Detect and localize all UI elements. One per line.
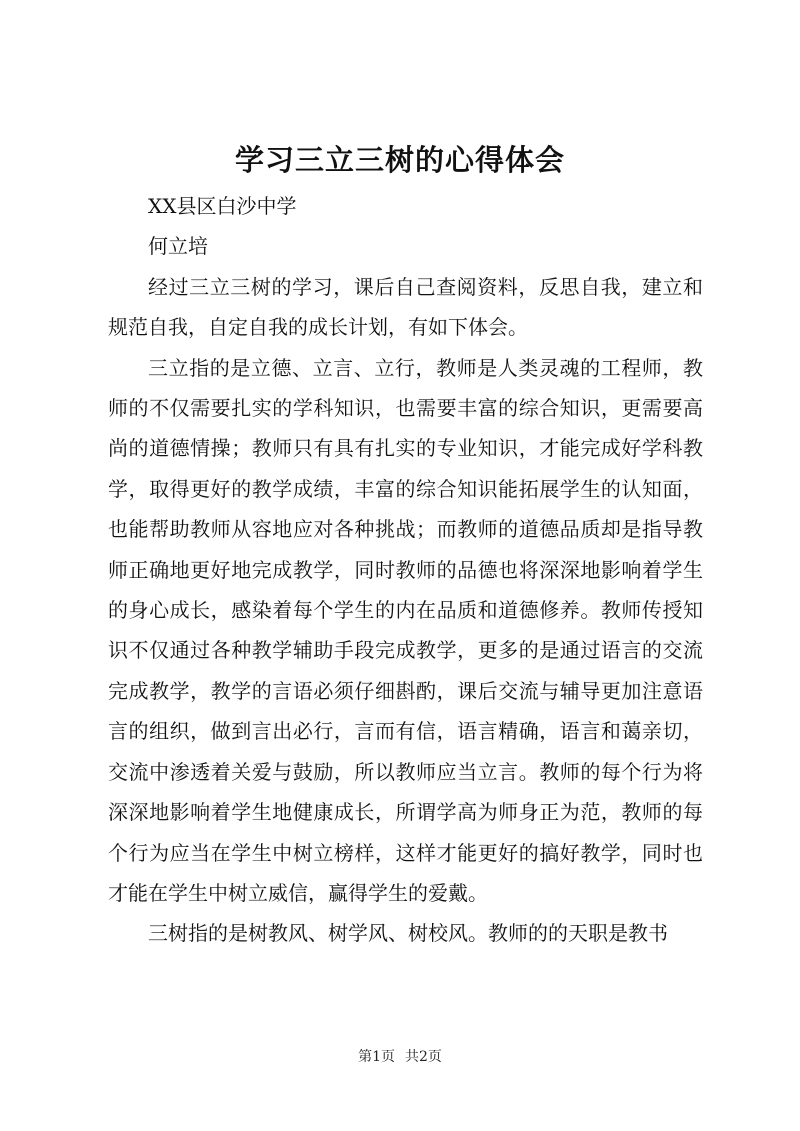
page-total: 共2页	[405, 1049, 442, 1065]
author-line: 何立培	[148, 234, 208, 259]
page-number: 第1页	[358, 1049, 395, 1065]
paragraph-san-li: 三立指的是立德、立言、立行，教师是人类灵魂的工程师，教师的不仅需要扎实的学科知识，也需要丰富的综合知识，更需要高尚的道德情操；教师只有具有扎实的专业知识，才能完成好学科教学，取得更好的教学成绩，丰富的综合知识能拓展学生的认知面，也能帮助教师从容地应对各种挑战；而教师的道德品质却是指导教师正确地更好地完成教学，同时教师的品德也将深深地影响着学生的身心成长，感染着每个学生的内在品质和道德修养。教师传授知识不仅通过各种教学辅助手段完成教学，更多的是通过语言的交流完成教学，教学的言语必须仔细斟酌，课后交流与辅导更加注意语言的组织，做到言出必行，言而有信，语言精确，语言和蔼亲切，交流中渗透着关爱与鼓励，所以教师应当立言。教师的每个行为将深深地影响着学生地健康成长，所谓学高为师身正为范，教师的每个行为应当在学生中树立榜样，这样才能更好的搞好教学，同时也才能在学生中树立威信，赢得学生的爱戴。	[108, 355, 703, 905]
page-footer	[0, 1047, 800, 1067]
school-line: XX县区白沙中学	[148, 194, 297, 218]
paragraph-san-shu: 三树指的是树教风、树学风、树校风。教师的的天职是教书	[148, 921, 668, 946]
document-body	[108, 186, 703, 954]
document-title: 学习三立三树的心得体会	[234, 143, 565, 177]
paragraph-intro: 经过三立三树的学习，课后自己查阅资料，反思自我，建立和规范自我，自定自我的成长计划，有如下体会。	[108, 274, 703, 340]
